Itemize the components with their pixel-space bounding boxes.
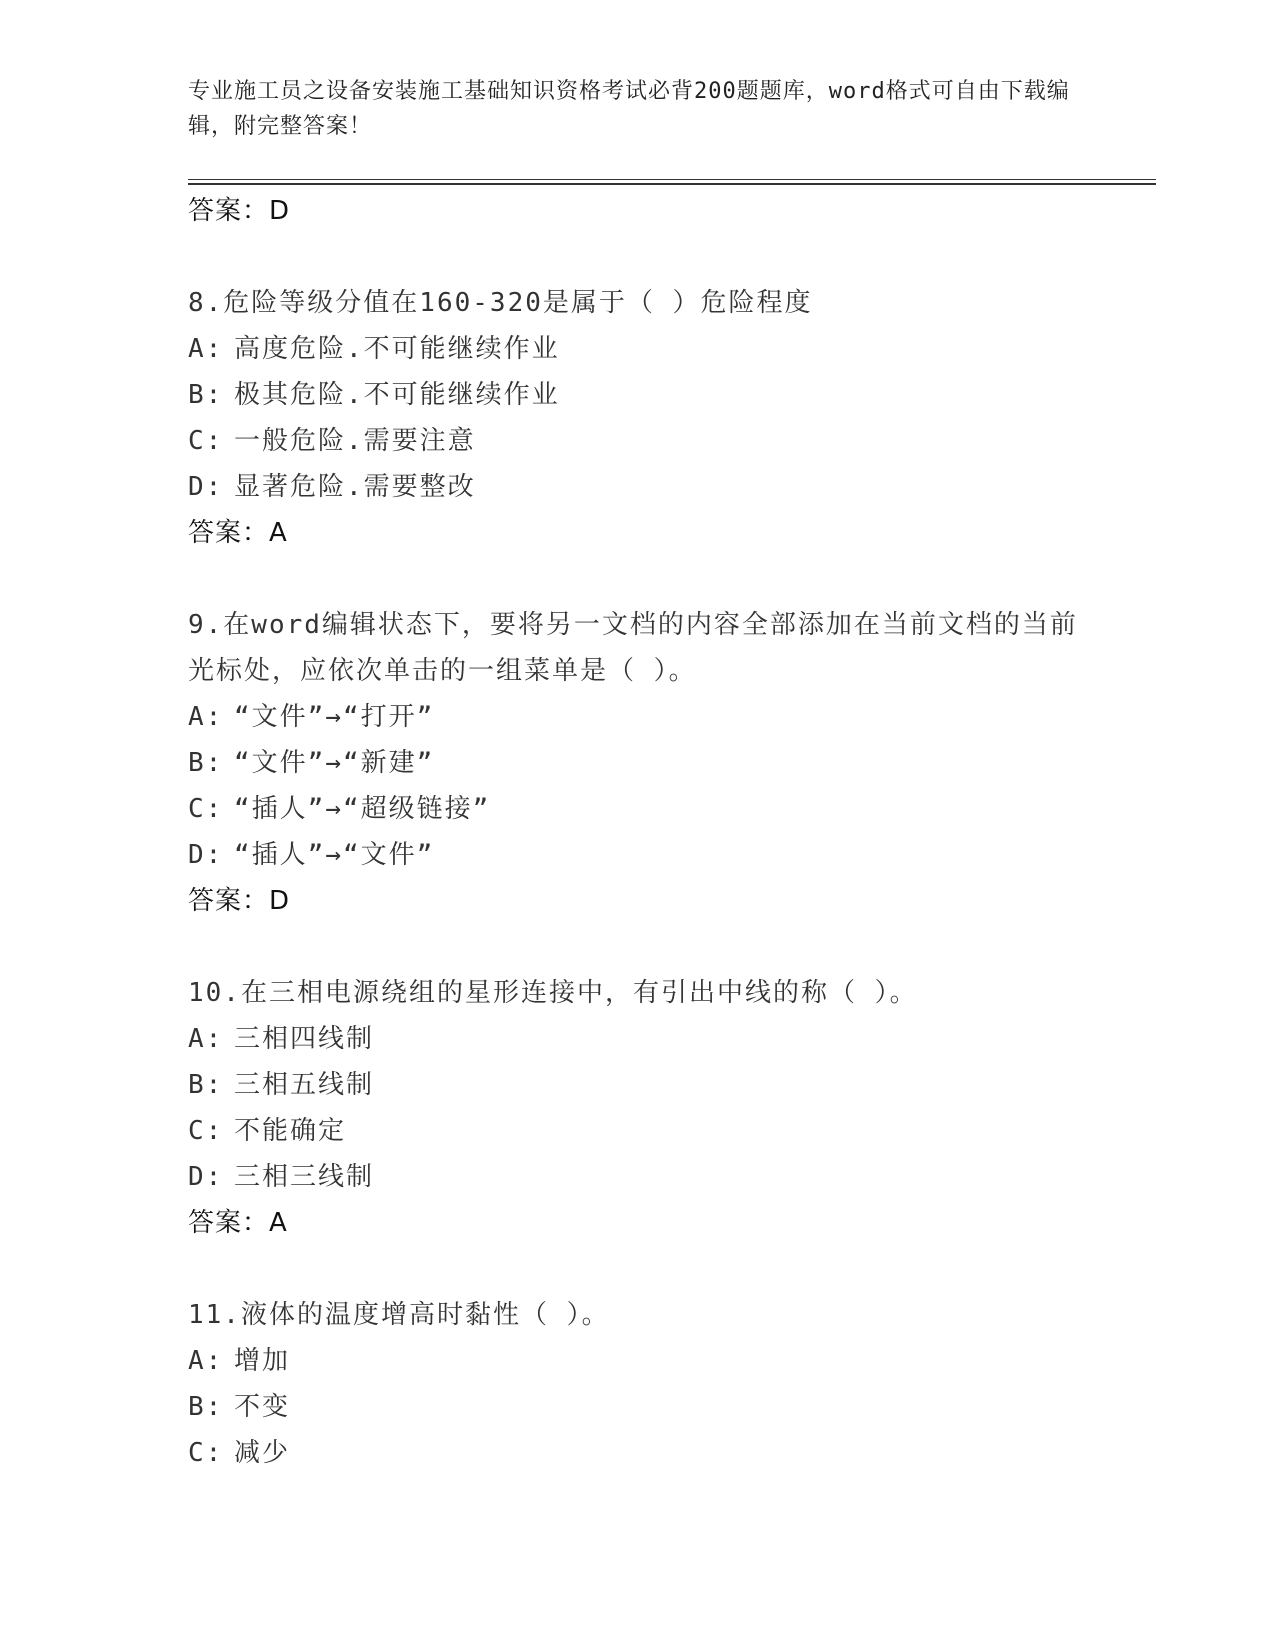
question-stem: 10.在三相电源绕组的星形连接中，有引出中线的称（ ）。: [188, 978, 918, 1008]
option-text: “文件”→“打开”: [234, 702, 435, 732]
question-list: [188, 188, 1088, 1476]
option-label: B:: [188, 748, 224, 778]
option-b: [188, 740, 1088, 786]
question-stem: 11.液体的温度增高时黏性（ ）。: [188, 1300, 610, 1330]
option-label: A:: [188, 334, 224, 364]
option-c: [188, 418, 1088, 464]
option-a: [188, 1338, 1088, 1384]
option-d: [188, 464, 1088, 510]
answer-line: 答案：A: [188, 1208, 288, 1238]
option-label: A:: [188, 702, 224, 732]
option-text: 三相四线制: [234, 1024, 375, 1054]
option-text: 增加: [234, 1346, 291, 1376]
question-stem: 9.在word编辑状态下，要将另一文档的内容全部添加在当前文档的当前光标处，应依次单击的一组菜单是（ ）。: [188, 610, 1078, 686]
option-c: [188, 1430, 1088, 1476]
option-text: “插人”→“超级链接”: [234, 794, 491, 824]
option-text: 一般危险.需要注意: [234, 426, 476, 456]
option-text: 极其危险.不可能继续作业: [234, 380, 560, 410]
question-stem: 8.危险等级分值在160-320是属于（ ）危险程度: [188, 288, 813, 318]
option-text: 高度危险.不可能继续作业: [234, 334, 560, 364]
option-text: 减少: [234, 1438, 291, 1468]
option-d: [188, 832, 1088, 878]
option-a: [188, 694, 1088, 740]
option-label: C:: [188, 794, 224, 824]
option-text: 不能确定: [234, 1116, 347, 1146]
option-text: “插人”→“文件”: [234, 840, 435, 870]
question-block: [188, 602, 1088, 924]
question-block: [188, 1292, 1088, 1476]
option-text: “文件”→“新建”: [234, 748, 435, 778]
option-d: [188, 1154, 1088, 1200]
option-label: C:: [188, 1438, 224, 1468]
option-label: B:: [188, 380, 224, 410]
spacer: [188, 924, 1088, 970]
option-text: 三相五线制: [234, 1070, 375, 1100]
option-label: D:: [188, 472, 224, 502]
option-label: B:: [188, 1070, 224, 1100]
option-label: D:: [188, 840, 224, 870]
spacer: [188, 556, 1088, 602]
option-label: D:: [188, 1162, 224, 1192]
option-label: A:: [188, 1024, 224, 1054]
answer-line: 答案：D: [188, 196, 291, 226]
option-b: [188, 372, 1088, 418]
option-b: [188, 1384, 1088, 1430]
option-a: [188, 326, 1088, 372]
question-block: [188, 970, 1088, 1246]
option-text: 三相三线制: [234, 1162, 375, 1192]
option-label: A:: [188, 1346, 224, 1376]
header-rule-thin: [188, 179, 1156, 180]
option-c: [188, 786, 1088, 832]
question-block: [188, 280, 1088, 556]
spacer: [188, 1246, 1088, 1292]
spacer: [188, 234, 1088, 280]
option-label: C:: [188, 426, 224, 456]
option-label: B:: [188, 1392, 224, 1422]
option-c: [188, 1108, 1088, 1154]
answer-line: 答案：D: [188, 886, 291, 916]
answer-line: 答案：A: [188, 518, 288, 548]
option-text: 不变: [234, 1392, 291, 1422]
option-label: C:: [188, 1116, 224, 1146]
option-b: [188, 1062, 1088, 1108]
header-rule-thick: [188, 183, 1156, 185]
option-a: [188, 1016, 1088, 1062]
option-text: 显著危险.需要整改: [234, 472, 476, 502]
document-header: 专业施工员之设备安装施工基础知识资格考试必背200题题库，word格式可自由下载编辑，附完整答案！: [188, 79, 1070, 139]
